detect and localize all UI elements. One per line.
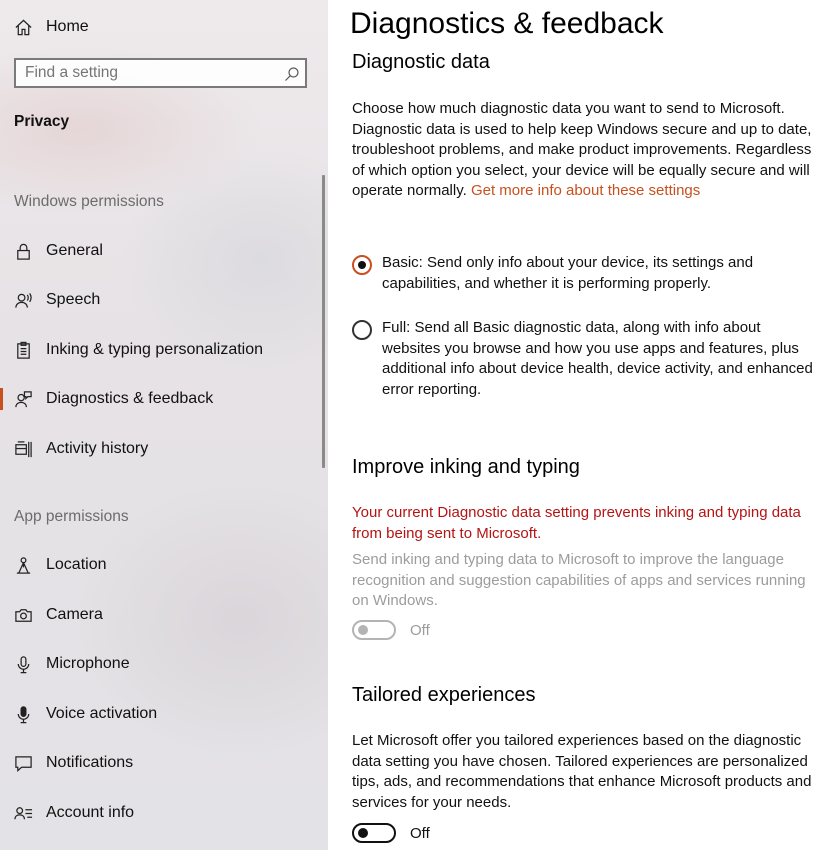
camera-icon <box>13 605 33 625</box>
section-heading-privacy: Privacy <box>14 113 70 130</box>
sidebar-item-account-info[interactable] <box>0 793 320 833</box>
home-nav-item[interactable] <box>0 7 320 47</box>
activity-history-icon <box>13 439 33 459</box>
app-permissions-heading: App permissions <box>14 508 129 525</box>
sidebar-item-label: Camera <box>46 606 103 623</box>
account-info-icon <box>13 803 33 823</box>
sidebar-item-label: Activity history <box>46 440 149 457</box>
sidebar-item-label: Inking & typing personalization <box>46 341 264 358</box>
inking-toggle[interactable] <box>352 620 396 640</box>
home-label: Home <box>46 18 89 35</box>
sidebar-item-label: Account info <box>46 804 135 821</box>
sidebar-item-diagnostics-feedback[interactable] <box>0 379 320 419</box>
sidebar-item-notifications[interactable] <box>0 743 320 783</box>
inking-description: Send inking and typing data to Microsoft to improve the language recognition and suggestion capabilities of apps and services running on Windows. <box>352 551 806 609</box>
sidebar-item-label: Microphone <box>46 655 130 672</box>
sidebar-item-label: Notifications <box>46 754 134 771</box>
sidebar-item-label: Speech <box>46 291 101 308</box>
speech-icon <box>13 290 33 310</box>
sidebar-item-camera[interactable] <box>0 595 320 635</box>
sidebar-item-label: Voice activation <box>46 705 158 722</box>
page-title: Diagnostics & feedback <box>350 7 664 40</box>
full-option-label: Full: Send all Basic diagnostic data, along with info about websites you browse and how you use apps and features, plus additional info about device health, device activity, and enhanced error reporting. <box>382 319 813 398</box>
windows-permissions-heading: Windows permissions <box>14 193 164 210</box>
tailored-description: Let Microsoft offer you tailored experiences based on the diagnostic data setting you have chosen. Tailored experiences are personalized tips, ads, and recommendations that enhance Microsoft products and services for your needs. <box>352 732 812 811</box>
basic-option-label: Basic: Send only info about your device, its settings and capabilities, and whether it is performing properly. <box>382 254 754 292</box>
voice-activation-icon <box>13 704 33 724</box>
search-box[interactable] <box>14 58 307 88</box>
sidebar-item-activity-history[interactable] <box>0 429 320 469</box>
sidebar-item-inking-typing[interactable] <box>0 330 320 370</box>
sidebar-item-label: General <box>46 242 103 259</box>
diagnostic-data-text: Choose how much diagnostic data you want to send to Microsoft. Diagnostic data is used to help keep Windows secure and up to date, troubleshoot problems, and make product improvements. Regardless of which option you select, your device will be equally secure and will operate normally. <box>352 100 812 199</box>
notification-icon <box>13 753 33 773</box>
inking-warning: Your current Diagnostic data setting prevents inking and typing data from being sent to Microsoft. <box>352 504 801 542</box>
microphone-icon <box>13 654 33 674</box>
full-radio[interactable] <box>352 320 372 340</box>
diagnostic-data-heading: Diagnostic data <box>352 51 490 73</box>
location-icon <box>13 555 33 575</box>
sidebar <box>0 0 328 850</box>
main-content <box>328 0 828 850</box>
more-info-link[interactable]: Get more info about these settings <box>470 182 701 199</box>
sidebar-item-label: Diagnostics & feedback <box>46 390 214 407</box>
diagnostic-data-description <box>352 99 812 202</box>
clipboard-icon <box>13 340 33 360</box>
sidebar-scrollbar[interactable] <box>322 175 325 468</box>
inking-heading: Improve inking and typing <box>352 456 580 478</box>
home-icon <box>13 17 33 37</box>
lock-icon <box>13 241 33 261</box>
feedback-person-icon <box>13 389 33 409</box>
sidebar-item-voice-activation[interactable] <box>0 694 320 734</box>
basic-radio[interactable] <box>352 255 372 275</box>
search-icon[interactable] <box>284 66 300 82</box>
tailored-toggle[interactable] <box>352 823 396 843</box>
inking-toggle-label: Off <box>410 622 430 639</box>
sidebar-item-general[interactable] <box>0 231 320 271</box>
sidebar-item-location[interactable] <box>0 545 320 585</box>
tailored-heading: Tailored experiences <box>352 684 536 706</box>
sidebar-item-speech[interactable] <box>0 280 320 320</box>
search-input[interactable] <box>25 64 275 82</box>
tailored-toggle-label: Off <box>410 825 430 842</box>
sidebar-item-label: Location <box>46 556 107 573</box>
sidebar-item-microphone[interactable] <box>0 644 320 684</box>
